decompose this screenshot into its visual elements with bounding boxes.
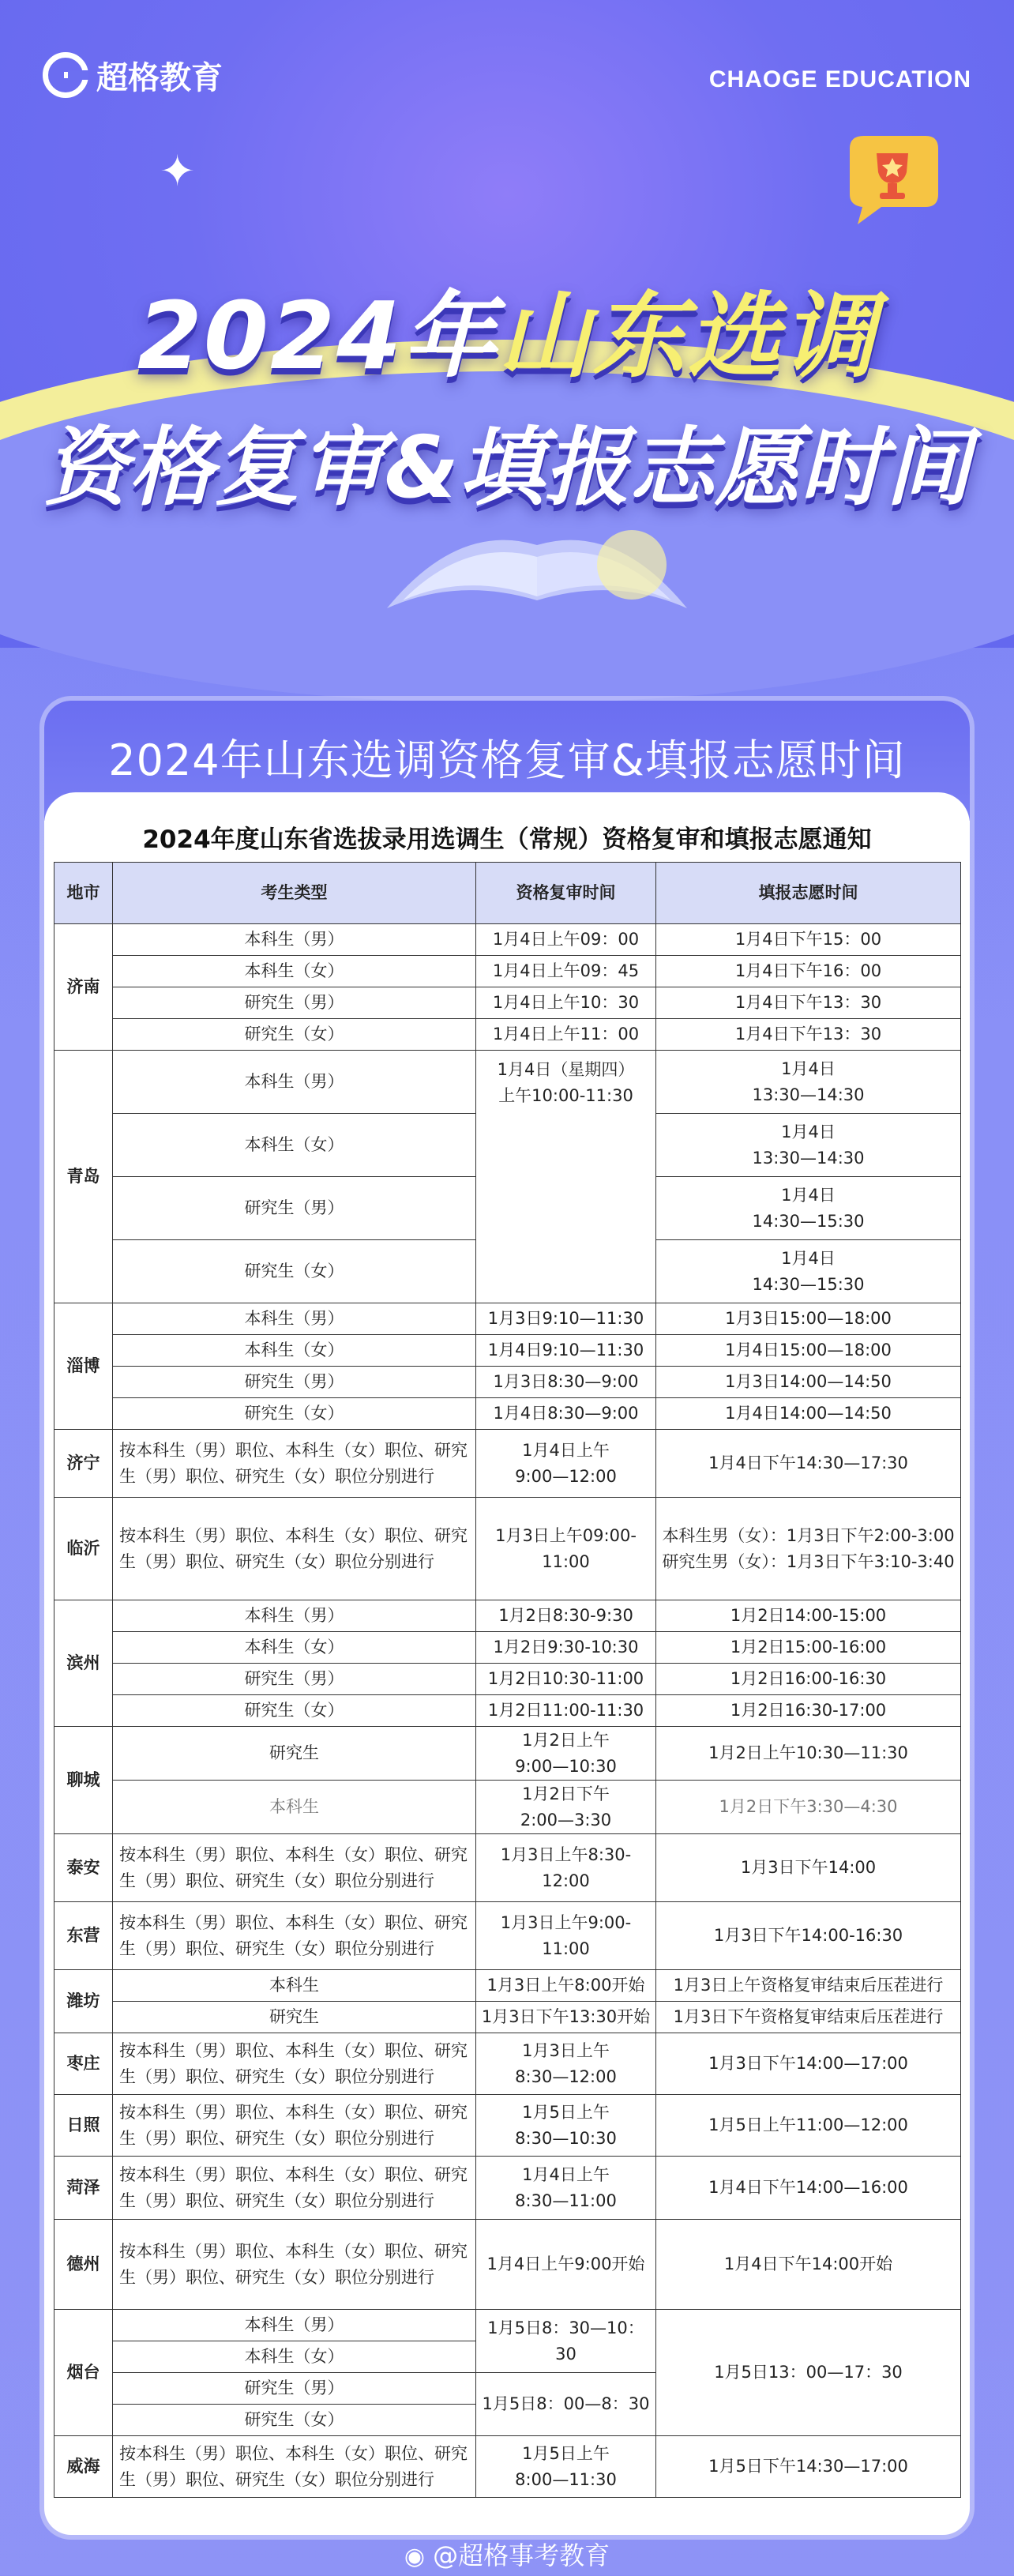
fill-cell: 1月4日下午13：30 xyxy=(656,1019,961,1051)
review-cell: 1月2日8:30-9:30 xyxy=(476,1600,656,1632)
fill-cell: 1月5日13：00—17：30 xyxy=(656,2310,961,2436)
table-header-row xyxy=(54,863,961,924)
table-row xyxy=(54,1498,961,1600)
review-cell: 1月5日8：00—8：30 xyxy=(476,2373,656,2436)
weibo-watermark xyxy=(0,2536,1014,2572)
type-cell: 按本科生（男）职位、本科生（女）职位、研究生（男）职位、研究生（女）职位分别进行 xyxy=(113,1902,476,1970)
fill-cell: 1月3日下午资格复审结束后压茬进行 xyxy=(656,2002,961,2033)
fill-cell: 1月3日下午14:00 xyxy=(656,1834,961,1902)
review-cell: 1月5日8：30—10：30 xyxy=(476,2310,656,2373)
fill-cell: 1月5日上午11:00—12:00 xyxy=(656,2095,961,2157)
table-row xyxy=(54,1051,961,1114)
review-cell: 1月5日上午 8:00—11:30 xyxy=(476,2436,656,2498)
type-cell: 研究生（男） xyxy=(113,1177,476,1240)
type-cell: 研究生（女） xyxy=(113,1398,476,1430)
table-row xyxy=(54,1632,961,1664)
fill-line: 1月4日 xyxy=(781,1248,836,1268)
table-row xyxy=(54,2310,961,2341)
fill-line: 本科生男（女）：1月3日下午2:00-3:00 xyxy=(662,1525,955,1545)
review-cell: 1月3日上午8:30-12:00 xyxy=(476,1834,656,1902)
city-cell: 滨州 xyxy=(54,1600,113,1727)
brand-name: 超格教育 xyxy=(96,59,223,96)
type-cell: 按本科生（男）职位、本科生（女）职位、研究生（男）职位、研究生（女）职位分别进行 xyxy=(113,1834,476,1902)
table-row xyxy=(54,1430,961,1498)
type-cell: 本科生（女） xyxy=(113,1335,476,1367)
fill-line: 1月4日 xyxy=(781,1059,836,1078)
review-cell: 1月2日下午 2:00—3:30 xyxy=(476,1781,656,1834)
fill-cell xyxy=(656,1240,961,1303)
review-cell: 1月3日8:30—9:00 xyxy=(476,1367,656,1398)
fill-cell: 1月4日下午14:30—17:30 xyxy=(656,1430,961,1498)
fill-cell: 1月3日14:00—14:50 xyxy=(656,1367,961,1398)
type-cell: 研究生 xyxy=(113,1727,476,1781)
review-cell: 1月4日9:10—11:30 xyxy=(476,1335,656,1367)
fill-cell: 1月2日上午10:30—11:30 xyxy=(656,1727,961,1781)
table-row xyxy=(54,2157,961,2220)
type-cell: 研究生（女） xyxy=(113,1019,476,1051)
review-cell: 1月3日上午 8:30—12:00 xyxy=(476,2033,656,2095)
type-cell: 本科生（女） xyxy=(113,2341,476,2373)
table-row xyxy=(54,1902,961,1970)
title-highlight: 山东选调 xyxy=(498,281,877,390)
review-line: 上午10:00-11:30 xyxy=(498,1085,633,1105)
type-cell: 本科生（男） xyxy=(113,1600,476,1632)
type-cell: 本科生 xyxy=(113,1970,476,2002)
trophy-icon xyxy=(840,133,943,228)
type-cell: 按本科生（男）职位、本科生（女）职位、研究生（男）职位、研究生（女）职位分别进行 xyxy=(113,1430,476,1498)
fill-cell: 1月3日15:00—18:00 xyxy=(656,1303,961,1335)
type-cell: 本科生（女） xyxy=(113,1114,476,1177)
fill-line: 研究生男（女）：1月3日下午3:10-3:40 xyxy=(662,1551,955,1571)
table-row xyxy=(54,924,961,956)
brand-logo xyxy=(43,52,223,98)
review-cell: 1月3日上午9:00-11:00 xyxy=(476,1902,656,1970)
col-type: 考生类型 xyxy=(113,863,476,924)
review-cell: 1月3日9:10—11:30 xyxy=(476,1303,656,1335)
type-cell: 本科生（男） xyxy=(113,1051,476,1114)
city-cell: 东营 xyxy=(54,1902,113,1970)
city-cell: 烟台 xyxy=(54,2310,113,2436)
fill-cell: 1月2日16:30-17:00 xyxy=(656,1695,961,1727)
type-cell: 研究生（女） xyxy=(113,1240,476,1303)
table-row xyxy=(54,1335,961,1367)
review-cell: 1月4日上午09：45 xyxy=(476,956,656,987)
sparkle-icon: ✦ xyxy=(160,146,196,196)
type-cell: 本科生（男） xyxy=(113,2310,476,2341)
type-cell: 本科生（男） xyxy=(113,1303,476,1335)
city-cell: 潍坊 xyxy=(54,1970,113,2033)
review-cell: 1月2日9:30-10:30 xyxy=(476,1632,656,1664)
type-cell: 研究生（男） xyxy=(113,987,476,1019)
review-cell: 1月2日11:00-11:30 xyxy=(476,1695,656,1727)
fill-cell: 1月4日下午16：00 xyxy=(656,956,961,987)
type-cell: 研究生（女） xyxy=(113,1695,476,1727)
notice-title: 2024年度山东省选拔录用选调生（常规）资格复审和填报志愿通知 xyxy=(142,825,872,854)
fill-line: 1月4日 xyxy=(781,1185,836,1205)
type-cell: 研究生（女） xyxy=(113,2405,476,2436)
type-cell: 本科生（男） xyxy=(113,924,476,956)
review-cell: 1月2日10:30-11:00 xyxy=(476,1664,656,1695)
table-row xyxy=(54,1695,961,1727)
table-row xyxy=(54,1019,961,1051)
table-row xyxy=(54,987,961,1019)
city-cell: 青岛 xyxy=(54,1051,113,1303)
city-cell: 济南 xyxy=(54,924,113,1051)
main-title-line2: 资格复审&填报志愿时间 xyxy=(43,419,971,517)
fill-line: 13:30—14:30 xyxy=(752,1085,865,1104)
brand-english: CHAOGE EDUCATION xyxy=(708,66,971,92)
type-cell: 按本科生（男）职位、本科生（女）职位、研究生（男）职位、研究生（女）职位分别进行 xyxy=(113,2033,476,2095)
fill-cell xyxy=(656,1051,961,1114)
table-row xyxy=(54,2095,961,2157)
table-row xyxy=(54,2002,961,2033)
table-row xyxy=(54,1970,961,2002)
type-cell: 研究生（男） xyxy=(113,2373,476,2405)
type-cell: 按本科生（男）职位、本科生（女）职位、研究生（男）职位、研究生（女）职位分别进行 xyxy=(113,1498,476,1600)
review-cell: 1月3日上午8:00开始 xyxy=(476,1970,656,2002)
fill-cell: 1月4日14:00—14:50 xyxy=(656,1398,961,1430)
city-cell: 日照 xyxy=(54,2095,113,2157)
table-row xyxy=(54,1664,961,1695)
schedule-card xyxy=(44,701,970,2535)
logo-icon xyxy=(43,52,88,98)
main-title-line1 xyxy=(0,261,1014,395)
type-cell: 按本科生（男）职位、本科生（女）职位、研究生（男）职位、研究生（女）职位分别进行 xyxy=(113,2220,476,2310)
schedule-table xyxy=(54,862,961,2498)
fill-cell: 1月4日下午14:00开始 xyxy=(656,2220,961,2310)
table-row xyxy=(54,1367,961,1398)
fill-cell xyxy=(656,1114,961,1177)
city-cell: 威海 xyxy=(54,2436,113,2498)
open-book-illustration xyxy=(371,490,703,624)
review-cell: 1月4日上午9:00开始 xyxy=(476,2220,656,2310)
fill-line: 1月4日 xyxy=(781,1122,836,1141)
city-cell: 德州 xyxy=(54,2220,113,2310)
review-cell: 1月3日下午13:30开始 xyxy=(476,2002,656,2033)
fill-cell: 1月3日下午14:00-16:30 xyxy=(656,1902,961,1970)
review-cell: 1月2日上午 9:00—10:30 xyxy=(476,1727,656,1781)
fill-cell: 1月3日下午14:00—17:00 xyxy=(656,2033,961,2095)
col-city: 地市 xyxy=(54,863,113,924)
col-review-time: 资格复审时间 xyxy=(476,863,656,924)
fill-line: 14:30—15:30 xyxy=(752,1211,865,1231)
table-row xyxy=(54,1303,961,1335)
fill-cell: 1月2日15:00-16:00 xyxy=(656,1632,961,1664)
type-cell: 本科生（女） xyxy=(113,956,476,987)
city-cell: 济宁 xyxy=(54,1430,113,1498)
review-line: 1月4日（星期四） xyxy=(497,1060,635,1079)
city-cell: 淄博 xyxy=(54,1303,113,1430)
fill-cell: 1月4日下午14:00—16:00 xyxy=(656,2157,961,2220)
table-row xyxy=(54,1834,961,1902)
weibo-icon: ◉ xyxy=(404,2543,425,2570)
review-cell xyxy=(476,1051,656,1303)
type-cell: 按本科生（男）职位、本科生（女）职位、研究生（男）职位、研究生（女）职位分别进行 xyxy=(113,2157,476,2220)
table-row xyxy=(54,2436,961,2498)
fill-cell: 1月2日16:00-16:30 xyxy=(656,1664,961,1695)
city-cell: 泰安 xyxy=(54,1834,113,1902)
fill-cell: 1月4日下午15：00 xyxy=(656,924,961,956)
type-cell: 按本科生（男）职位、本科生（女）职位、研究生（男）职位、研究生（女）职位分别进行 xyxy=(113,2436,476,2498)
type-cell: 研究生（男） xyxy=(113,1664,476,1695)
fill-cell: 1月4日15:00—18:00 xyxy=(656,1335,961,1367)
review-cell: 1月4日上午11：00 xyxy=(476,1019,656,1051)
fill-cell: 1月3日上午资格复审结束后压茬进行 xyxy=(656,1970,961,2002)
city-cell: 临沂 xyxy=(54,1498,113,1600)
fill-line: 14:30—15:30 xyxy=(752,1274,865,1294)
watermark-text: @超格事考教育 xyxy=(433,2540,610,2570)
review-cell: 1月4日8:30—9:00 xyxy=(476,1398,656,1430)
card-heading: 2024年山东选调资格复审&填报志愿时间 xyxy=(44,701,970,821)
type-cell: 本科生（女） xyxy=(113,1632,476,1664)
review-cell: 1月5日上午 8:30—10:30 xyxy=(476,2095,656,2157)
fill-cell xyxy=(656,1177,961,1240)
title-year: 2024年 xyxy=(137,281,498,390)
table-row xyxy=(54,1781,961,1834)
type-cell: 研究生（男） xyxy=(113,1367,476,1398)
table-row xyxy=(54,1727,961,1781)
table-row xyxy=(54,2033,961,2095)
fill-cell: 1月5日下午14:30—17:00 xyxy=(656,2436,961,2498)
fill-line: 13:30—14:30 xyxy=(752,1148,865,1168)
fill-cell: 1月4日下午13：30 xyxy=(656,987,961,1019)
fill-cell xyxy=(656,1498,961,1600)
city-cell: 枣庄 xyxy=(54,2033,113,2095)
type-cell: 研究生 xyxy=(113,2002,476,2033)
review-cell: 1月4日上午 8:30—11:00 xyxy=(476,2157,656,2220)
review-cell: 1月3日上午09:00-11:00 xyxy=(476,1498,656,1600)
review-cell: 1月4日上午09：00 xyxy=(476,924,656,956)
table-row xyxy=(54,2220,961,2310)
city-cell: 菏泽 xyxy=(54,2157,113,2220)
table-row xyxy=(54,1398,961,1430)
city-cell: 聊城 xyxy=(54,1727,113,1834)
review-cell: 1月4日上午10：30 xyxy=(476,987,656,1019)
table-row xyxy=(54,1600,961,1632)
fill-cell: 1月2日下午3:30—4:30 xyxy=(656,1781,961,1834)
table-row xyxy=(54,956,961,987)
review-cell: 1月4日上午 9:00—12:00 xyxy=(476,1430,656,1498)
type-cell: 按本科生（男）职位、本科生（女）职位、研究生（男）职位、研究生（女）职位分别进行 xyxy=(113,2095,476,2157)
fill-cell: 1月2日14:00-15:00 xyxy=(656,1600,961,1632)
type-cell: 本科生 xyxy=(113,1781,476,1834)
col-fill-time: 填报志愿时间 xyxy=(656,863,961,924)
